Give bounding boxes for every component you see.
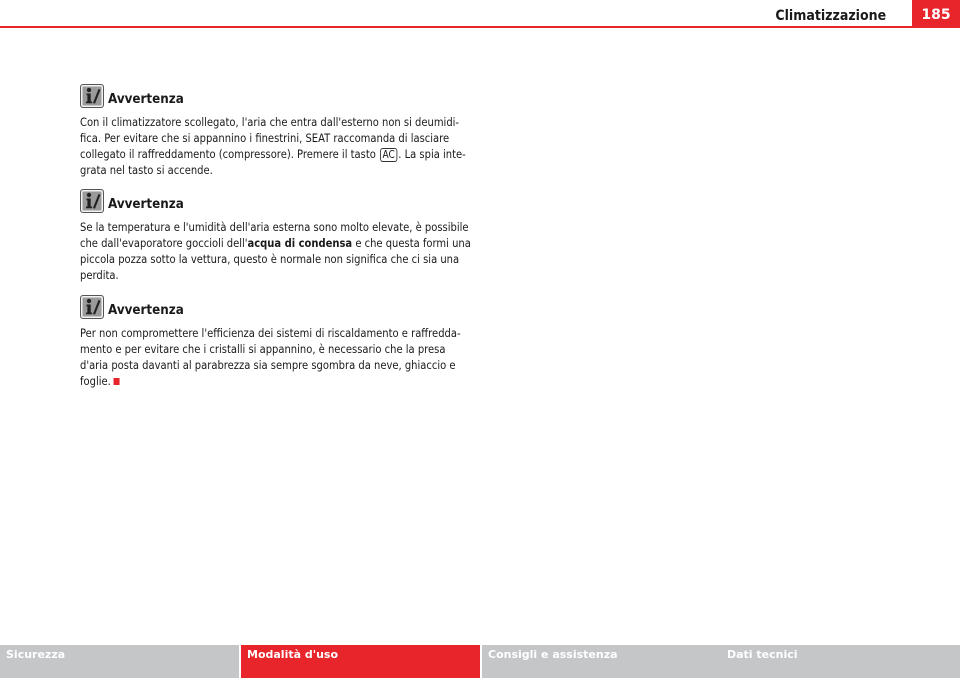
text-line: Con il climatizzatore scollegato, l'aria che entra dall'esterno non si deumidi- bbox=[80, 115, 460, 129]
text-line bbox=[80, 146, 480, 162]
text-line: perdita. bbox=[80, 268, 119, 282]
text-line: grata nel tasto si accende. bbox=[80, 163, 213, 177]
warning-heading bbox=[80, 295, 480, 325]
warning-title: Avvertenza bbox=[108, 303, 184, 318]
text-segment: che dall'evaporatore goccioli dell' bbox=[80, 236, 248, 250]
warning-box bbox=[80, 295, 480, 389]
warning-title: Avvertenza bbox=[108, 92, 184, 107]
ac-key-symbol: AC bbox=[380, 148, 397, 162]
text-line bbox=[80, 373, 480, 389]
warning-box bbox=[80, 189, 480, 283]
tab-modalita-duso[interactable]: Modalità d'uso bbox=[241, 645, 480, 678]
tab-sicurezza[interactable]: Sicurezza bbox=[0, 645, 239, 678]
text-line: mento e per evitare che i cristalli si appannino, è necessario che la presa bbox=[80, 342, 446, 356]
text-line: piccola pozza sotto la vettura, questo è normale non significa che ci sia una bbox=[80, 252, 460, 266]
header-rule bbox=[0, 26, 960, 28]
text-segment: foglie. bbox=[80, 374, 111, 388]
tab-dati-tecnici[interactable]: Dati tecnici bbox=[721, 645, 960, 678]
end-of-section-marker bbox=[113, 378, 119, 385]
info-icon bbox=[80, 295, 104, 319]
warning-box bbox=[80, 84, 480, 178]
warning-text bbox=[80, 325, 480, 389]
tab-consigli-e-assistenza[interactable]: Consigli e assistenza bbox=[482, 645, 721, 678]
warning-heading bbox=[80, 189, 480, 219]
text-segment: collegato il raffreddamento (compressore). Premere il tasto bbox=[80, 147, 376, 161]
text-segment: e che questa formi una bbox=[352, 236, 471, 250]
text-line: Per non compromettere l'efficienza dei sistemi di riscaldamento e raffredda- bbox=[80, 326, 461, 340]
warning-text bbox=[80, 114, 480, 178]
info-icon bbox=[80, 84, 104, 108]
page-title: Climatizzazione bbox=[775, 8, 886, 24]
footer-nav bbox=[0, 645, 960, 678]
text-line: Se la temperatura e l'umidità dell'aria esterna sono molto elevate, è possibile bbox=[80, 220, 469, 234]
text-line bbox=[80, 235, 480, 251]
text-line: d'aria posta davanti al parabrezza sia sempre sgombra da neve, ghiaccio e bbox=[80, 358, 456, 372]
warning-title: Avvertenza bbox=[108, 197, 184, 212]
page-number: 185 bbox=[912, 0, 960, 28]
warning-heading bbox=[80, 84, 480, 114]
warning-text bbox=[80, 219, 480, 283]
bold-term: acqua di condensa bbox=[247, 236, 353, 250]
text-line: fica. Per evitare che si appannino i finestrini, SEAT raccomanda di lasciare bbox=[80, 131, 450, 145]
info-icon bbox=[80, 189, 104, 213]
text-segment: . La spia inte- bbox=[398, 147, 466, 161]
